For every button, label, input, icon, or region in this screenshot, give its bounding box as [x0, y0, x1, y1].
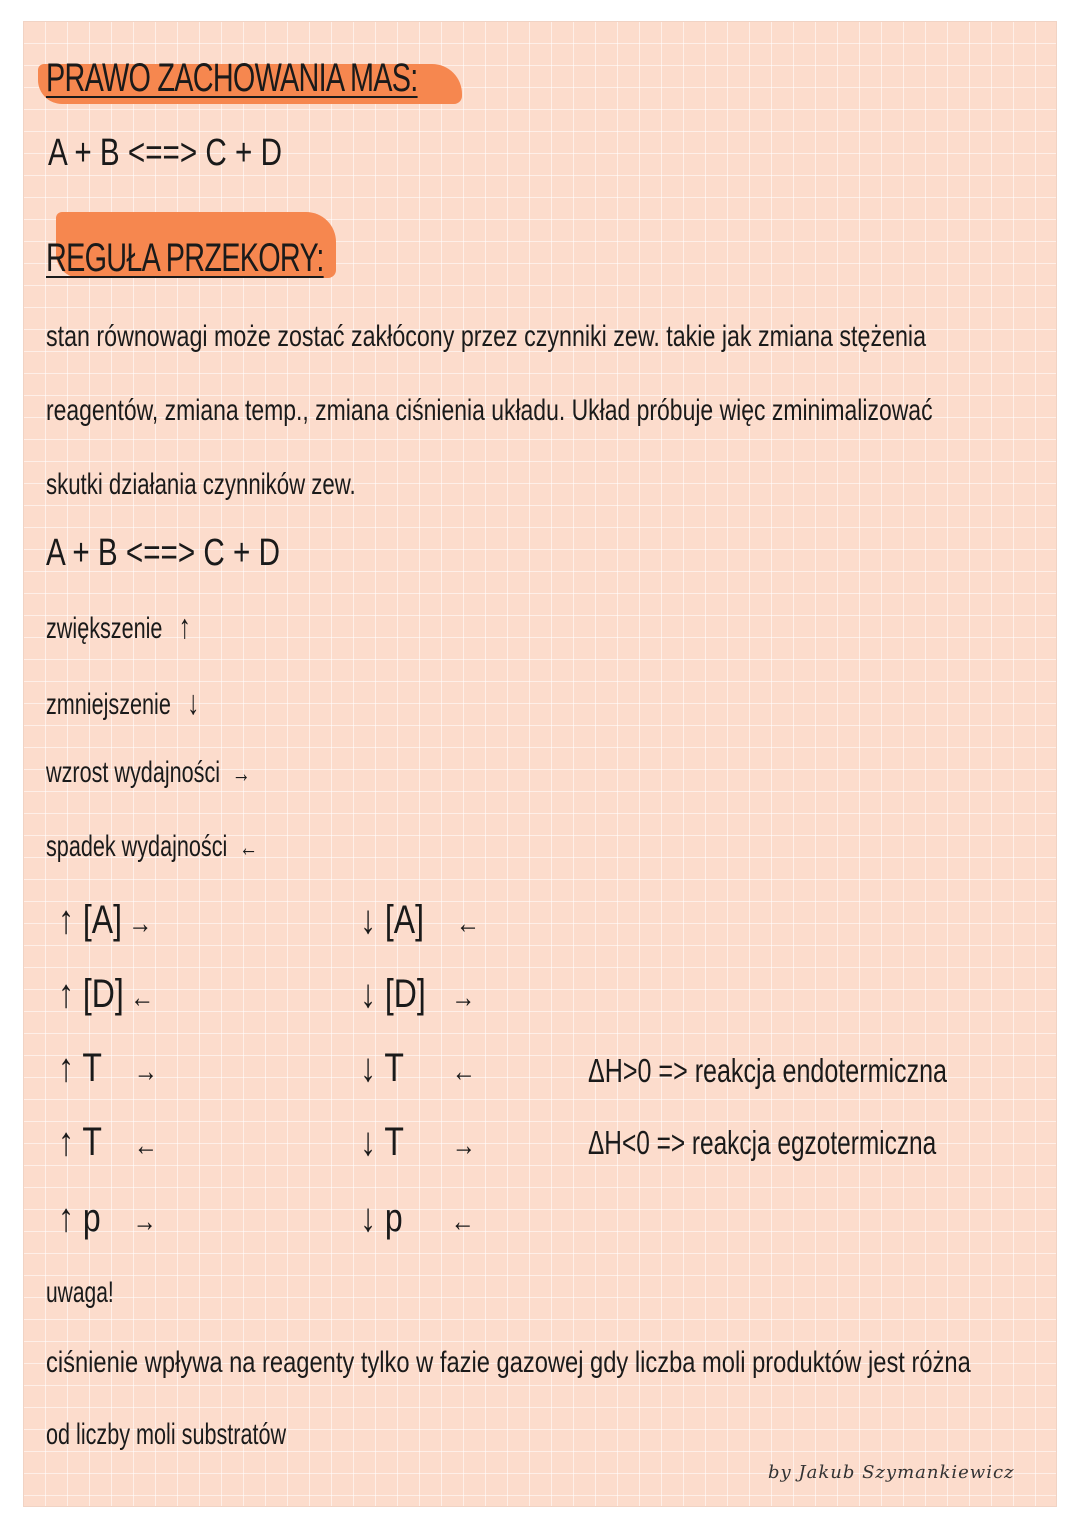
note-line-1: ciśnienie wpływa na reagenty tylko w fazie gazowej gdy liczba moli produktów jest różna — [46, 1346, 971, 1379]
arrow-right-icon: → — [231, 758, 251, 788]
legend-decrease: zmniejszenie ↓ — [46, 684, 200, 722]
heading-prawo-zachowania-mas: PRAWO ZACHOWANIA MAS: — [46, 56, 562, 101]
heading-regula-przekory: REGUŁA PRZEKORY: — [46, 236, 432, 281]
table-row-5-left: ↑ p → — [58, 1196, 157, 1240]
legend-increase: zwiększenie ↑ — [46, 608, 191, 646]
arrow-left-icon: ← — [239, 832, 258, 862]
equation-2: A + B <==> C + D — [46, 532, 280, 574]
table-row-4-right: ↓ T → — [360, 1120, 476, 1164]
paragraph-line-3: skutki działania czynników zew. — [46, 468, 356, 501]
enthalpy-endothermic: ΔH>0 => reakcja endotermiczna — [588, 1052, 948, 1089]
enthalpy-exothermic: ΔH<0 => reakcja egzotermiczna — [588, 1124, 937, 1161]
equation-1: A + B <==> C + D — [48, 132, 282, 174]
signature: by Jakub Szymankiewicz — [768, 1462, 1015, 1483]
legend-yield-down: spadek wydajności ← — [46, 830, 258, 863]
table-row-2-left: ↑ [D] ← — [58, 972, 155, 1016]
arrow-up-icon: ↑ — [178, 608, 191, 646]
paragraph-line-1: stan równowagi może zostać zakłócony przez czynniki zew. takie jak zmiana stężenia — [46, 320, 927, 353]
table-row-1-right: ↓ [A] ← — [360, 898, 481, 942]
paragraph-line-2: reagentów, zmiana temp., zmiana ciśnienia układu. Układ próbuje więc zminimalizować — [46, 394, 933, 427]
arrow-down-icon: ↓ — [186, 684, 200, 722]
note-title: uwaga! — [46, 1276, 114, 1309]
table-row-2-right: ↓ [D] → — [360, 972, 476, 1016]
note-line-2: od liczby moli substratów — [46, 1418, 287, 1451]
table-row-3-left: ↑ T → — [58, 1046, 158, 1090]
table-row-5-right: ↓ p ← — [360, 1196, 475, 1240]
table-row-1-left: ↑ [A] → — [58, 898, 153, 942]
table-row-3-right: ↓ T ← — [360, 1046, 476, 1090]
legend-yield-up: wzrost wydajności → — [46, 756, 251, 789]
table-row-4-left: ↑ T ← — [58, 1120, 158, 1164]
